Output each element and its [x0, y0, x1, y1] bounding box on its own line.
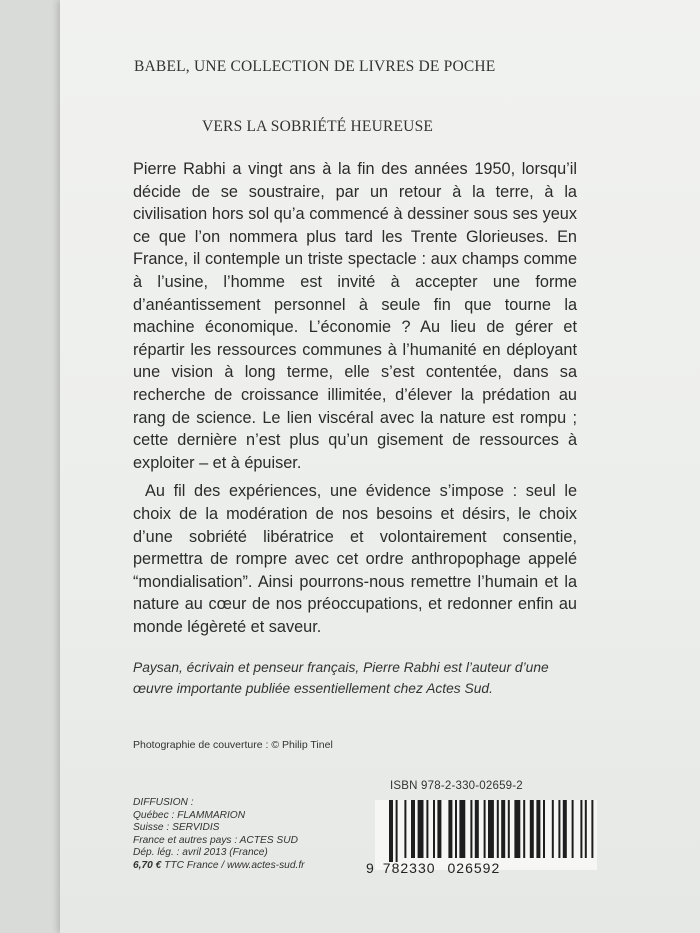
- barcode-digits: [366, 860, 500, 876]
- barcode-bar: [396, 800, 398, 862]
- author-bio: Paysan, écrivain et penseur français, Pierre Rabhi est l’auteur d’une œuvre importante publiée essentiellement chez Actes Sud.: [133, 660, 549, 696]
- barcode-bars: [375, 800, 597, 862]
- barcode-bar: [536, 800, 540, 858]
- distribution-quebec: Québec : FLAMMARION: [133, 809, 246, 821]
- distribution-heading: DIFFUSION :: [133, 797, 194, 808]
- book-title: VERS LA SOBRIÉTÉ HEUREUSE: [202, 118, 434, 135]
- barcode-lead-digit: 9: [366, 860, 375, 876]
- barcode-bar: [530, 800, 534, 858]
- barcode-bar: [418, 800, 424, 858]
- isbn: ISBN 978-2-330-02659-2: [390, 780, 523, 792]
- barcode-bar: [523, 800, 525, 858]
- distribution-info: [133, 797, 305, 873]
- barcode-bar: [437, 800, 441, 858]
- barcode-bar: [455, 800, 457, 858]
- blurb-paragraph-1: Pierre Rabhi a vingt ans à la fin des années 1950, lorsqu’il décide de se soustraire, par un retour à la terre, à la civilisation hors sol qu’a commencé à dessiner sous ses yeux ce que l’on nommera plus tard les Trente Glorieuses. En France, il contemple un triste spectacle : aux champs comme à l’usine, l’homme est invité à accepter une forme d’anéantissement personnel à seule fin que tourne la machine économique. L’économie ? Au lieu de gérer et répartir les ressources communes à l’humanité en déployant une vision à long terme, elle s’est contentée, dans sa recherche de croissance illimitée, d’élever la prédation au rang de science. Le lien viscéral avec la nature est rompu ; cette dernière n’est plus qu’un gisement de ressources à exploiter – et à épuiser.: [133, 160, 577, 472]
- barcode-bar: [580, 800, 582, 858]
- distribution-suisse: Suisse : SERVIDIS: [133, 822, 220, 834]
- barcode-bar: [488, 800, 494, 858]
- barcode-bar: [475, 800, 479, 858]
- barcode-bar: [543, 800, 545, 858]
- barcode-bar: [552, 800, 554, 858]
- series-heading: BABEL, UNE COLLECTION DE LIVRES DE POCHE: [134, 58, 496, 75]
- barcode-bar: [591, 800, 593, 858]
- photo-credit: Photographie de couverture : © Philip Tinel: [133, 739, 333, 751]
- blurb: [133, 158, 577, 638]
- price-line: [133, 860, 305, 873]
- barcode-bar: [411, 800, 415, 858]
- barcode-bar: [448, 800, 452, 858]
- barcode-bar: [572, 800, 574, 858]
- barcode-bar: [508, 800, 510, 858]
- barcode-bar: [558, 800, 560, 858]
- blurb-paragraph-2: Au fil des expériences, une évidence s’impose : seul le choix de la modération de nos besoins et désirs, le choix d’une sobriété libératrice et volontairement consentie, permettra de rompre avec cet ordre anthropophage appelé “mondialisation”. Ainsi pourrons-nous remettre l’humain et la nature au cœur de nos préoccupations, et redonner enfin au monde légèreté et saveur.: [133, 482, 577, 636]
- barcode-bar: [563, 800, 567, 858]
- barcode-bar: [484, 800, 486, 858]
- price-suffix: TTC France / www.actes-sud.fr: [161, 859, 305, 871]
- barcode-left-group: 782330: [382, 860, 436, 876]
- barcode-bar: [389, 800, 393, 862]
- barcode-bar: [514, 800, 520, 858]
- barcode-bar: [501, 800, 505, 858]
- barcode-right-group: 026592: [447, 860, 501, 876]
- barcode-bar: [426, 800, 428, 858]
- barcode-bar: [497, 800, 499, 858]
- barcode-bar: [585, 800, 587, 858]
- barcode-bar: [404, 800, 406, 858]
- barcode-bar: [459, 800, 465, 858]
- legal-deposit: Dép. lég. : avril 2013 (France): [133, 847, 268, 859]
- price: 6,70 €: [133, 859, 162, 871]
- distribution-france: France et autres pays : ACTES SUD: [133, 834, 298, 846]
- barcode-bar: [470, 800, 472, 858]
- barcode-bar: [433, 800, 435, 858]
